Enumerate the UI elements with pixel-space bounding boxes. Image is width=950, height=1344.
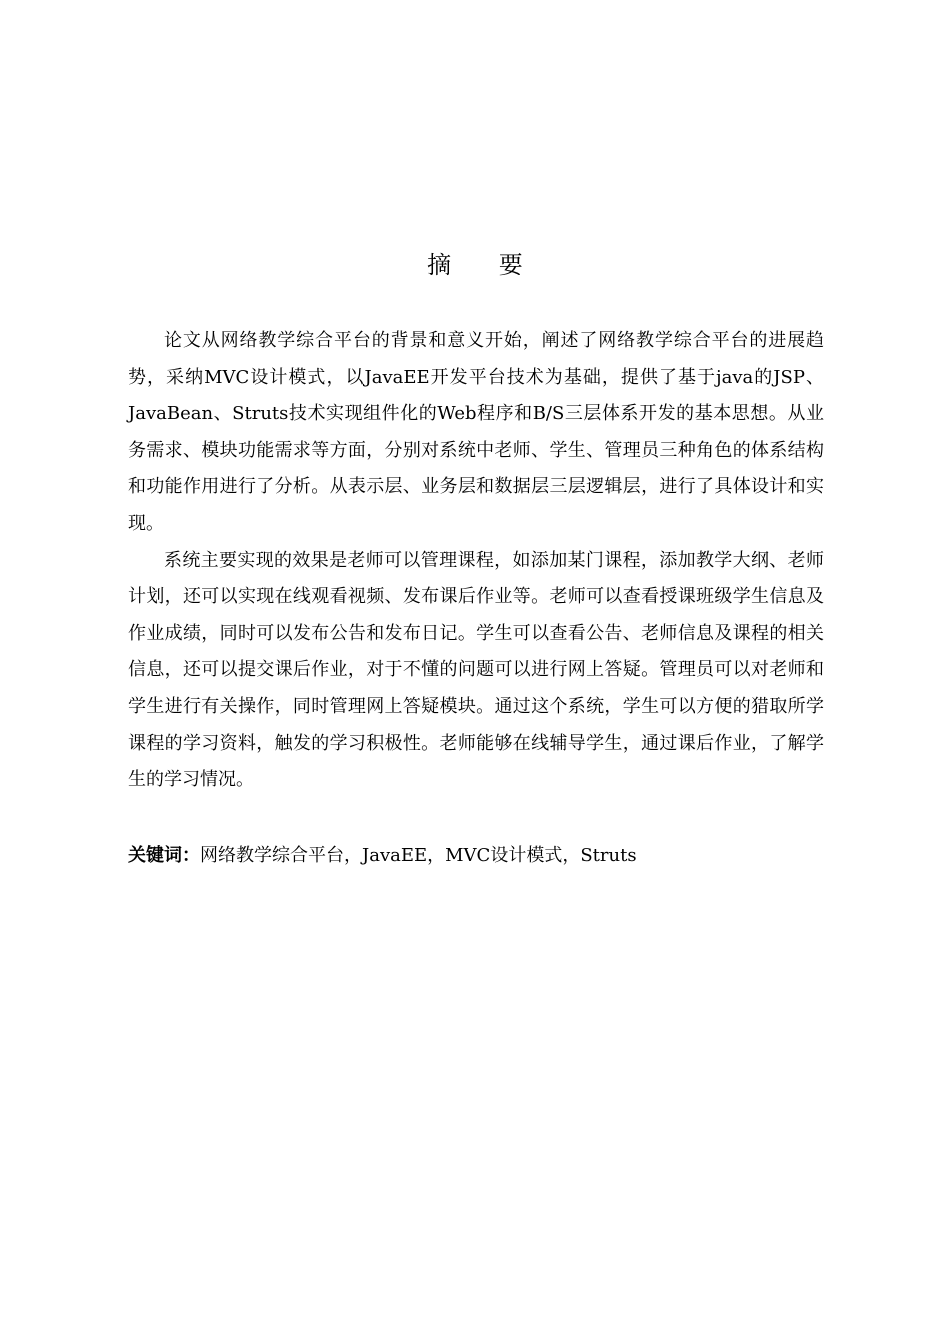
keywords-line bbox=[128, 838, 824, 874]
abstract-body bbox=[128, 323, 824, 799]
page-title: 摘 要 bbox=[427, 251, 543, 279]
keywords-text: 网络教学综合平台，JavaEE，MVC设计模式，Struts bbox=[200, 845, 637, 866]
keywords-label: 关键词： bbox=[128, 845, 200, 866]
abstract-paragraph-2: 系统主要实现的效果是老师可以管理课程，如添加某门课程，添加教学大纲、老师计划，还可以实现在线观看视频、发布课后作业等。老师可以查看授课班级学生信息及作业成绩，同时可以发布公告和发布日记。学生可以查看公告、老师信息及课程的相关信息，还可以提交课后作业，对于不懂的问题可以进行网上答疑。管理员可以对老师和学生进行有关操作，同时管理网上答疑模块。通过这个系统，学生可以方便的猎取所学课程的学习资料，触发的学习积极性。老师能够在线辅导学生，通过课后作业，了解学生的学习情况。 bbox=[128, 549, 824, 791]
abstract-paragraph-1: 论文从网络教学综合平台的背景和意义开始，阐述了网络教学综合平台的进展趋势，采纳MVC设计模式，以JavaEE开发平台技术为基础，提供了基于java的JSP、JavaBean、Struts技术实现组件化的Web程序和B/S三层体系开发的基本思想。从业务需求、模块功能需求等方面，分别对系统中老师、学生、管理员三种角色的体系结构和功能作用进行了分析。从表示层、业务层和数据层三层逻辑层，进行了具体设计和实现。 bbox=[128, 330, 824, 534]
